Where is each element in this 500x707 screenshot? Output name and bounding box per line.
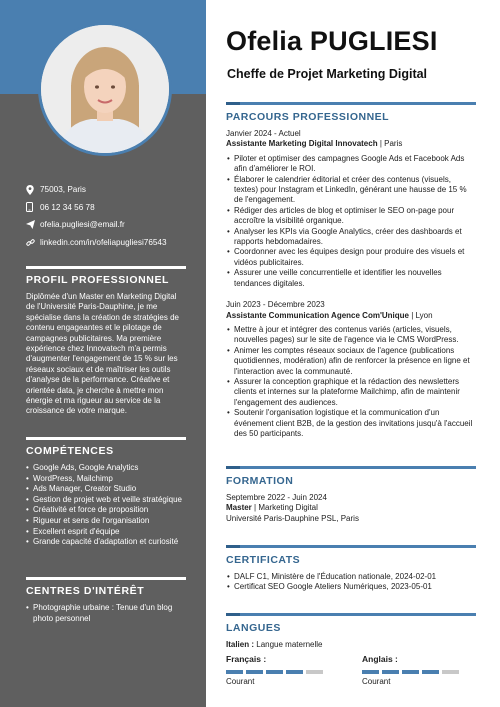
certificates-list (226, 572, 476, 593)
section-divider (26, 266, 186, 269)
rating-segment (246, 670, 263, 674)
list-item: • Soutenir l'organisation logistique et la communication d'un événement client B2B, de la gestion des invitations jusqu'à l'accueil des 50 participants. (226, 408, 476, 439)
list-item: • Photographie urbaine : Tenue d'un blog photo personnel (26, 603, 186, 624)
skills-title: COMPÉTENCES (26, 445, 114, 457)
profile-photo (38, 22, 172, 156)
language-french (226, 654, 340, 686)
interests-section (26, 577, 186, 624)
interests-title: CENTRES D'INTÉRÊT (26, 585, 145, 597)
list-item: • Certificat SEO Google Ateliers Numériques, 2023-05-01 (226, 582, 476, 592)
list-item: • Coordonner avec les équipes design pour produire des visuels et vidéos publicitaires. (226, 247, 476, 268)
language-rating-bar (226, 670, 340, 674)
language-name: Français : (226, 654, 267, 665)
experience-section (226, 102, 476, 439)
list-item: • Piloter et optimiser des campagnes Google Ads et Facebook Ads afin d'améliorer le ROI. (226, 154, 476, 175)
degree-name: Master (226, 503, 252, 513)
contact-phone (26, 199, 201, 217)
education-degree (226, 503, 476, 513)
profile-title: PROFIL PROFESSIONNEL (26, 274, 170, 286)
candidate-title: Cheffe de Projet Marketing Digital (227, 67, 428, 81)
location-pin-icon (26, 185, 40, 195)
section-divider (226, 545, 476, 548)
education-section (226, 466, 476, 524)
job-entry (226, 300, 476, 439)
native-language (226, 640, 476, 650)
language-name: Anglais : (362, 654, 398, 665)
list-item: • Google Ads, Google Analytics (26, 463, 186, 474)
rating-segment (442, 670, 459, 674)
list-item: • Rédiger des articles de blog et optimiser le SEO on-page pour accroître la visibilité organique. (226, 206, 476, 227)
experience-title: PARCOURS PROFESSIONNEL (226, 111, 390, 123)
list-item: • Mettre à jour et intégrer des contenus variés (articles, visuels, nouvelles pages) sur le site de l'agence via le CMS WordPress. (226, 325, 476, 346)
section-divider (26, 437, 186, 440)
native-language-label: Italien : (226, 640, 255, 649)
language-english (362, 654, 476, 686)
contact-email[interactable] (26, 216, 201, 234)
language-rating-bar (362, 670, 476, 674)
list-item: • Élaborer le calendrier éditorial et créer des contenus (visuels, textes) pour Instagram et LinkedIn, générant une hausse de 15 % de l'engagement. (226, 175, 476, 206)
language-level: Courant (362, 677, 391, 687)
job-entry (226, 129, 476, 289)
email-text[interactable]: ofelia.pugliesi@email.fr (40, 220, 125, 230)
job-bullets (226, 325, 476, 439)
skills-list (26, 463, 186, 548)
section-divider (226, 102, 476, 105)
job-dates: Juin 2023 - Décembre 2023 (226, 300, 325, 310)
list-item: • Ads Manager, Creator Studio (26, 484, 186, 495)
job-role: Assistante Marketing Digital Innovatech (226, 139, 378, 149)
profile-section (26, 266, 186, 417)
job-dates: Janvier 2024 - Actuel (226, 129, 301, 138)
list-item: • DALF C1, Ministère de l'Éducation nationale, 2024-02-01 (226, 572, 476, 582)
language-ratings (226, 654, 476, 686)
certificates-title: CERTIFICATS (226, 554, 301, 566)
contact-block (26, 181, 201, 251)
job-location: | Paris (377, 139, 403, 149)
send-icon (26, 220, 40, 229)
phone-icon (26, 202, 40, 212)
job-bullets (226, 154, 476, 289)
job-heading (226, 139, 476, 149)
rating-segment (422, 670, 439, 674)
list-item: • Excellent esprit d'équipe (26, 527, 186, 538)
job-heading (226, 311, 476, 321)
link-icon (26, 238, 40, 247)
language-level: Courant (226, 677, 255, 687)
section-divider (26, 577, 186, 580)
education-title: FORMATION (226, 475, 294, 487)
list-item: • Assurer la conception graphique et la rédaction des newsletters clients et internes sur la plateforme Mailchimp, afin de maintenir l'engagement des audiences. (226, 377, 476, 408)
job-role: Assistante Communication Agence Com'Unique (226, 310, 409, 320)
languages-section (226, 613, 476, 686)
location-text: 75003, Paris (40, 185, 86, 195)
contact-linkedin[interactable] (26, 234, 201, 252)
contact-location (26, 181, 201, 199)
rating-segment (382, 670, 399, 674)
degree-field: | Marketing Digital (251, 503, 318, 513)
rating-segment (286, 670, 303, 674)
profile-text: Diplômée d'un Master en Marketing Digital de l'Université Paris-Dauphine, je me spécialise dans la création de stratégies de contenu engageantes et le pilotage de campagnes publicitaires. Ma première expérience chez Innovatech m'a permis d'augmenter l'engagement de 15 % sur les réseaux sociaux et de maîtriser les outils d'analyse de la performance. Créative et orientée data, je cherche à mettre mon énergie et ma rigueur au service de la croissance de votre marque. (26, 292, 179, 416)
list-item: • Analyser les KPIs via Google Analytics, créer des dashboards et rapports hebdomadaires. (226, 227, 476, 248)
section-divider (226, 466, 476, 469)
skills-section (26, 437, 186, 548)
rating-segment (306, 670, 323, 674)
list-item: • Assurer une veille concurrentielle et identifier les nouvelles tendances digitales. (226, 268, 476, 289)
interests-list (26, 603, 186, 624)
languages-title: LANGUES (226, 622, 281, 634)
list-item: • Rigueur et sens de l'organisation (26, 516, 186, 527)
job-location: | Lyon (408, 310, 433, 320)
education-dates: Septembre 2022 - Juin 2024 (226, 493, 327, 502)
list-item: • Grande capacité d'adaptation et curiosité (26, 537, 186, 548)
education-school: Université Paris-Dauphine PSL, Paris (226, 513, 359, 523)
linkedin-text[interactable]: linkedin.com/in/ofeliapugliesi76543 (40, 237, 167, 247)
phone-text: 06 12 34 56 78 (40, 202, 95, 212)
list-item: • Animer les comptes réseaux sociaux de l'agence (publications quotidiennes, modération) afin de renforcer la présence en ligne et l'interaction avec la communauté. (226, 346, 476, 377)
rating-segment (226, 670, 243, 674)
section-divider (226, 613, 476, 616)
certificates-section (226, 545, 476, 593)
candidate-name: Ofelia PUGLIESI (226, 26, 438, 56)
native-language-value: Langue maternelle (254, 640, 323, 649)
rating-segment (266, 670, 283, 674)
sidebar (0, 0, 206, 707)
rating-segment (362, 670, 379, 674)
rating-segment (402, 670, 419, 674)
list-item: • Créativité et force de proposition (26, 505, 186, 516)
list-item: • WordPress, Mailchimp (26, 474, 186, 485)
list-item: • Gestion de projet web et veille stratégique (26, 495, 186, 506)
